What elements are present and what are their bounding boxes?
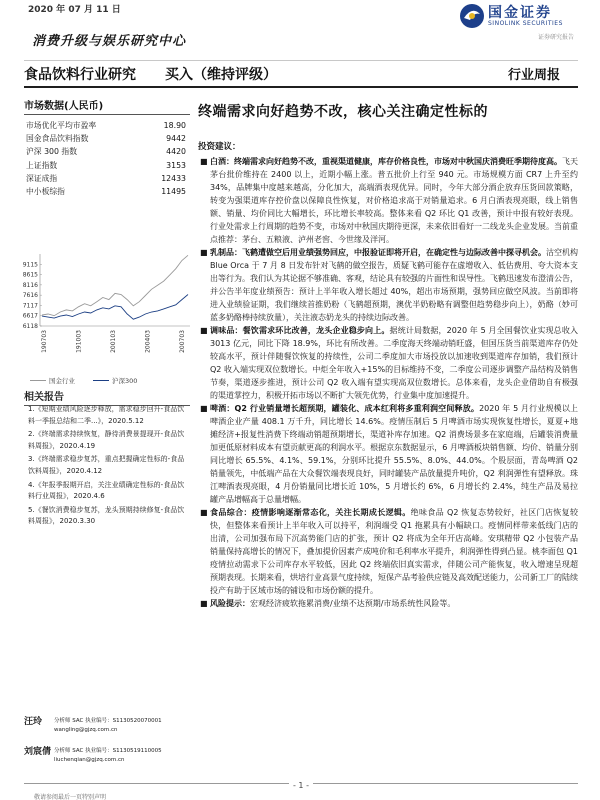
paragraph-text: 沽空机构 Blue Orca 于 7 月 8 日发布针对飞鹤的做空报告，质疑飞鹤可能存在虚增收入、低估费用、夸大资本支出等行为。我们认为其论据不够准确、客观，结论具有较强的片面性和误导性。飞鹤迅速发布澄清公告，并公告半年度业绩预告：预计上半年收入增长超过 40%，超出市场预期，强势回应做空风波。当前即将进入业绩验证期，我们继续首推奶粉（飞鹤超预期，澳优半奶粉略有调整但趋势稳步向上），奶酪（妙可蓝多奶酪棒持续放量），关注液态奶龙头的持续边际改善。	[210, 248, 578, 322]
market-data-panel	[24, 97, 190, 198]
analyst-license: 分析师 SAC 执业编号：S1130519110005	[54, 748, 162, 754]
report-date: 2020 年 07 月 11 日	[28, 5, 121, 15]
legend-swatch	[93, 380, 109, 381]
bullet-icon: ■	[200, 404, 208, 413]
legend-swatch	[30, 380, 46, 381]
paragraph-dairy	[198, 246, 578, 324]
related-report-item[interactable]: 1.《短期业绩风险逐步释放，需求稳步回升-食品饮料一季报总结和二季...》，2020.5.12	[28, 405, 185, 425]
market-row	[24, 119, 190, 132]
related-report-item[interactable]: 2.《终端需求持续恢复，静待消费景提现开-食品饮料周报》，2020.4.19	[28, 430, 185, 450]
paragraph-lead: 白酒：终端需求向好趋势不改，重视渠道健康，库存价格良性，市场对中秋国庆消费旺季期待度高。	[210, 157, 562, 166]
market-label: 国金食品饮料指数	[26, 134, 89, 144]
legend-item	[30, 376, 75, 385]
market-value: 18.90	[163, 121, 186, 130]
logo-slogan: 证券研究报告	[538, 34, 575, 41]
research-center: 消费升级与娱乐研究中心	[32, 34, 187, 49]
analyst-name: 刘宸倩	[24, 747, 52, 757]
market-value: 9442	[166, 134, 186, 144]
page-number: - 1 -	[289, 781, 313, 790]
index-line-chart	[16, 248, 194, 364]
related-reports-list	[28, 404, 190, 530]
market-value: 11495	[161, 187, 186, 197]
paragraph-lead: 风险提示：	[210, 599, 250, 608]
related-report-item[interactable]: 4.《年报季报期开启，关注业绩确定性标的-食品饮料行业周报》，2020.4.6	[28, 480, 185, 501]
related-report-item[interactable]: 3.《终端需求稳步复苏，重点把握确定性标的-食品饮料周报》，2020.4.12	[28, 455, 185, 475]
paragraph-lead: 啤酒：Q2 行业销量增长超预期，罐装化、成本红利将多重利润空间释放。	[210, 404, 480, 413]
bullet-icon: ■	[200, 508, 208, 517]
company-logo	[458, 0, 588, 44]
industry-title: 食品饮料行业研究	[24, 67, 136, 83]
series-line	[42, 295, 188, 320]
headline-rule	[24, 86, 578, 88]
rating-label: 买入（维持评级）	[165, 67, 277, 83]
y-tick-label: 6118	[22, 323, 38, 330]
x-tick-label: 191003	[75, 330, 83, 353]
paragraph-text: 据统计局数据，2020 年 5 月全国餐饮业实现总收入 3013 亿元，同比下降 18.9%，环比有所改善。二季度海天终端动销旺盛，但国压货当前渠道库存仍处较高水平，预计伴随餐饮恢复的持续性，公司二季度加大市场投放以加速收到渠道库存加销，我们预计 Q2 收入端实现双位数增长。中炬全年收入+15%的目标维持不变，二季度公司逐步调整产品结构及销售节奏，渠道逐步推进，预计公司 Q2 收入端有望实现高双位数增长。总体来看，龙头企业借助自有极强的渠道掌控力，积极开拓市场以不断扩大领先优势，行业集中度加速提升。	[210, 326, 579, 400]
analyst-list	[24, 714, 224, 774]
market-label: 中小板综指	[26, 187, 65, 197]
header-rule	[24, 60, 578, 61]
market-row	[24, 159, 190, 172]
paragraph-text: 宏观经济疲软拖累消费/业绩不达预期/市场系统性风险等。	[250, 599, 456, 608]
bullet-icon: ■	[200, 326, 208, 335]
market-label: 上证指数	[26, 160, 58, 170]
x-tick-label: 200403	[144, 330, 152, 353]
legend-label: 沪深300	[112, 377, 138, 385]
paragraph-lead: 调味品：餐饮需求环比改善，龙头企业稳步向上。	[210, 326, 390, 335]
market-value: 3153	[166, 160, 186, 170]
market-label: 市场优化平均市盈率	[26, 121, 97, 130]
paragraph-food	[198, 506, 578, 597]
market-label: 深证成指	[26, 173, 58, 183]
chart-legend	[30, 376, 190, 385]
paragraph-text: 飞天茅台批价维持在 2400 以上，近期小幅上涨。普五批价上行至 940 元。市场规模方面 CR7 上升至约 34%，品牌集中度越来越高，分化加大，高端酒表现优异。同时，今年大部分酒企放弃压货回款策略，转变为强渠道库存控价盘以保障良性恢复，对价格追求高于对销量追求。6 月白酒表现亮眼，线上销售额、销量、均价同比大幅增长，环比增长率较高。整体来看 Q2 环比 Q1 改善，预计中报有较好表现。行业处需求上行周期的趋势不变，市场对中秋国庆期待更深，未来依旧看好一二线龙头企业发展。当前重点推荐：茅台、五粮液、泸州老窖、今世缘及洋河。	[210, 157, 578, 244]
related-reports-title: 相关报告	[24, 388, 190, 406]
bullet-icon: ■	[200, 248, 208, 257]
logo-english: SINOLINK SECURITIES	[488, 20, 563, 27]
x-tick-label: 200703	[179, 330, 186, 353]
report-title: 终端需求向好趋势不改，核心关注确定性标的	[198, 104, 488, 120]
y-tick-label: 9115	[22, 261, 38, 269]
analyst-name: 汪玲	[24, 717, 43, 727]
market-row	[24, 172, 190, 185]
analyst-card	[24, 714, 224, 744]
x-tick-label: 200103	[110, 330, 117, 353]
y-tick-label: 8615	[22, 271, 38, 279]
y-tick-label: 8116	[22, 281, 38, 289]
series-line	[42, 255, 188, 315]
x-tick-label: 190703	[41, 330, 48, 353]
paragraph-condiment	[198, 324, 578, 402]
report-body	[198, 155, 578, 610]
analyst-card	[24, 744, 224, 774]
market-value: 12433	[161, 173, 186, 183]
paragraph-lead: 食品综合：疫情影响逐渐常态化，关注长期成长逻辑。	[210, 508, 411, 517]
logo-chinese: 国金证券	[488, 5, 552, 21]
paragraph-baijiu	[198, 155, 578, 246]
y-tick-label: 7117	[22, 302, 38, 310]
logo-mark-icon	[458, 2, 486, 30]
section-title: 投资建议：	[198, 142, 241, 152]
analyst-email[interactable]: wangling@gjzq.com.cn	[54, 727, 118, 733]
legend-item	[93, 376, 137, 385]
y-tick-label: 6617	[22, 312, 38, 320]
y-tick-label: 7616	[22, 292, 38, 300]
analyst-email[interactable]: liuchenqian@gjzq.com.cn	[54, 757, 125, 763]
report-type: 行业周报	[508, 68, 561, 83]
market-data-title: 市场数据(人民币)	[24, 97, 190, 115]
market-row	[24, 145, 190, 158]
paragraph-text: 2020 年 5 月行业规模以上啤酒企业产量 408.1 万千升，同比增长 14.6%。疫情压制后 5 月啤酒市场实现恢复性增长，夏夏+地摊经济+报复性消费下终端动销超预期增长，渠道补库存加速。Q2 消费场景多在家庭端，后罐装消费量加更低原材料成本有望贡献更高的利润水平。根据京东数据显示，6 月啤酒板块销售额、均价、销量分别同比增长 65.5%、4.1%、59.1%，分别环比提升 55.5%、8.0%、44.0%。个股层面，青岛啤酒 Q2 销量领先，中低端产品在大众餐饮端表现良好，同时罐装产品放量提升吨价，Q2 利润弹性有望释放。珠江啤酒表现亮眼，4 月份销量同比增长近 10%，5 月增长约 6%，6 月增长约 2.4%，纯生产品及易拉罐产品增幅高于总量增幅。	[210, 404, 579, 504]
paragraph-risk	[198, 597, 578, 610]
market-row	[24, 185, 190, 198]
paragraph-beer	[198, 402, 578, 506]
paragraph-lead: 乳制品：飞鹤遭做空后用业绩强势回应，中报验证即将开启，在确定性与边际改善中探寻机会。	[210, 248, 546, 257]
market-label: 沪深 300 指数	[26, 147, 78, 157]
footer-note: 敬请参阅最后一页特别声明	[34, 794, 107, 800]
related-report-item[interactable]: 5.《餐饮消费稳步复苏，龙头预期持续修复-食品饮料周报》，2020.3.30	[28, 505, 185, 526]
bullet-icon: ■	[200, 157, 208, 166]
paragraph-text: 绝味食品 Q2 恢复态势较好，社区门店恢复较快，但整体来看预计上半年收入可以持平，利润端受 Q1 拖累具有小幅缺口。疫情同样带来低线门店的出清，公司加强布局下沉高势能门店的扩张，预计 Q2 将成为全年开店高峰。安琪精带 Q2 小包装产品销量保持高增长的情况下，叠加提价因素产成吨价和毛利率水平提升，利润弹性得到凸显。桃李面包 Q1 疫情拉动需求下公司库存水平较低，因此 Q2 终端依旧真实需求，伴随公司产能恢复，收入增速呈现超预期表现。长期来看，烘培行业高景气度持续，短保产品考验供应链及高效配送能力，公司新工厂的陆续投产有助于区域市场的铺设和市场份额的提升。	[210, 508, 578, 595]
market-row	[24, 132, 190, 145]
market-value: 4420	[166, 147, 186, 157]
bullet-icon: ■	[200, 599, 208, 608]
analyst-license: 分析师 SAC 执业编号：S1130520070001	[54, 718, 162, 724]
legend-label: 国金行业	[49, 377, 75, 385]
